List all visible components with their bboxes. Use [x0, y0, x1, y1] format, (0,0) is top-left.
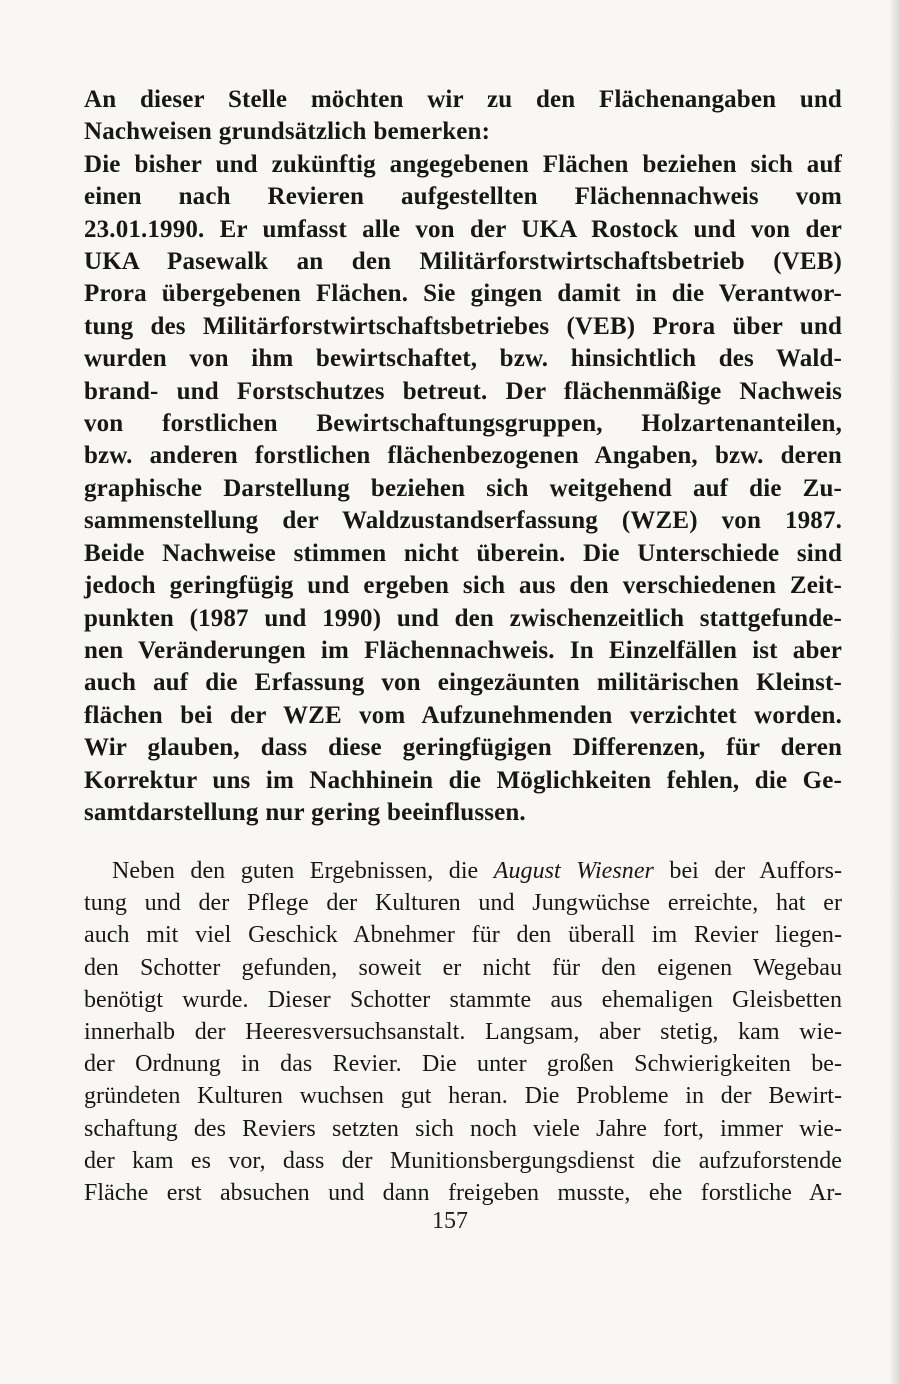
bold-line-5: 23.01.1990. Er umfasst alle von der UKA Rostock und von der: [84, 215, 842, 243]
bold-line-1: An dieser Stelle möchten wir zu den Flächenangaben und: [84, 86, 842, 113]
regular-line-7: der Ordnung in das Revier. Die unter großen Schwierigkeiten be-: [84, 1051, 842, 1078]
bold-line-17: punkten (1987 und 1990) und den zwischenzeitlich stattgefunde-: [84, 604, 842, 632]
regular-paragraph: [84, 855, 842, 1209]
regular-line-5: benötigt wurde. Dieser Schotter stammte aus ehemaligen Gleisbetten: [84, 986, 842, 1013]
bold-line-6: UKA Pasewalk an den Militärforstwirtschaftsbetrieb (VEB): [84, 248, 842, 276]
bold-line-9: wurden von ihm bewirtschaftet, bzw. hinsichtlich des Wald-: [84, 345, 842, 373]
italic-name-august-wiesner: August Wiesner: [493, 858, 654, 884]
regular-line-8: gründeten Kulturen wuchsen gut heran. Die Probleme in der Bewirt-: [84, 1083, 842, 1110]
bold-line-2: Nachweisen grundsätzlich bemerken:: [84, 118, 491, 146]
regular-line-1-end: bei der Auffors-: [653, 858, 843, 884]
bold-line-16: jedoch geringfügig und ergeben sich aus den verschiedenen Zeit-: [84, 572, 842, 600]
bold-line-7: Prora übergebenen Flächen. Sie gingen damit in die Verantwor-: [84, 280, 842, 308]
bold-line-23: samtdarstellung nur gering beeinflussen.: [84, 798, 526, 826]
bold-line-11: von forstlichen Bewirtschaftungsgruppen, Holzartenanteilen,: [84, 410, 842, 438]
bold-line-15: Beide Nachweise stimmen nicht überein. Die Unterschiede sind: [84, 539, 842, 567]
regular-line-1: [84, 855, 842, 887]
regular-line-11: Fläche erst absuchen und dann freigeben musste, ehe forstliche Ar-: [84, 1180, 842, 1207]
bold-line-12: bzw. anderen forstlichen flächenbezogenen Angaben, bzw. deren: [84, 442, 842, 470]
bold-line-10: brand- und Forstschutzes betreut. Der flächenmäßige Nachweis: [84, 377, 842, 405]
bold-line-4: einen nach Revieren aufgestellten Flächennachweis vom: [84, 183, 842, 211]
regular-line-1-start: Neben den guten Ergebnissen, die: [112, 858, 494, 884]
regular-line-10: der kam es vor, dass der Munitionsbergungsdienst die aufzuforstende: [84, 1147, 842, 1174]
bold-line-14: sammenstellung der Waldzustandserfassung (WZE) von 1987.: [84, 507, 842, 535]
bold-line-20: flächen bei der WZE vom Aufzunehmenden verzichtet worden.: [84, 701, 842, 729]
page-number: 157: [432, 1208, 468, 1234]
regular-line-9: schaftung des Reviers setzten sich noch viele Jahre fort, immer wie-: [84, 1115, 842, 1142]
bold-line-22: Korrektur uns im Nachhinein die Möglichkeiten fehlen, die Ge-: [84, 766, 842, 794]
regular-line-2: tung und der Pflege der Kulturen und Jungwüchse erreichte, hat er: [84, 890, 842, 917]
regular-line-4: den Schotter gefunden, soweit er nicht für den eigenen Wegebau: [84, 954, 842, 981]
bold-line-3: Die bisher und zukünftig angegebenen Flächen beziehen sich auf: [84, 150, 842, 178]
regular-line-3: auch mit viel Geschick Abnehmer für den überall im Revier liegen-: [84, 922, 842, 949]
bold-line-19: auch auf die Erfassung von eingezäunten militärischen Kleinst-: [84, 669, 842, 697]
bold-line-8: tung des Militärforstwirtschaftsbetriebes (VEB) Prora über und: [84, 312, 842, 340]
bold-line-13: graphische Darstellung beziehen sich weitgehend auf die Zu-: [84, 474, 842, 502]
page-edge-shadow: [890, 0, 900, 1384]
regular-line-6: innerhalb der Heeresversuchsanstalt. Langsam, aber stetig, kam wie-: [84, 1019, 842, 1046]
bold-line-18: nen Veränderungen im Flächennachweis. In Einzelfällen ist aber: [84, 636, 842, 664]
bold-line-21: Wir glauben, dass diese geringfügigen Differenzen, für deren: [84, 734, 842, 762]
bold-paragraph: [84, 84, 842, 829]
